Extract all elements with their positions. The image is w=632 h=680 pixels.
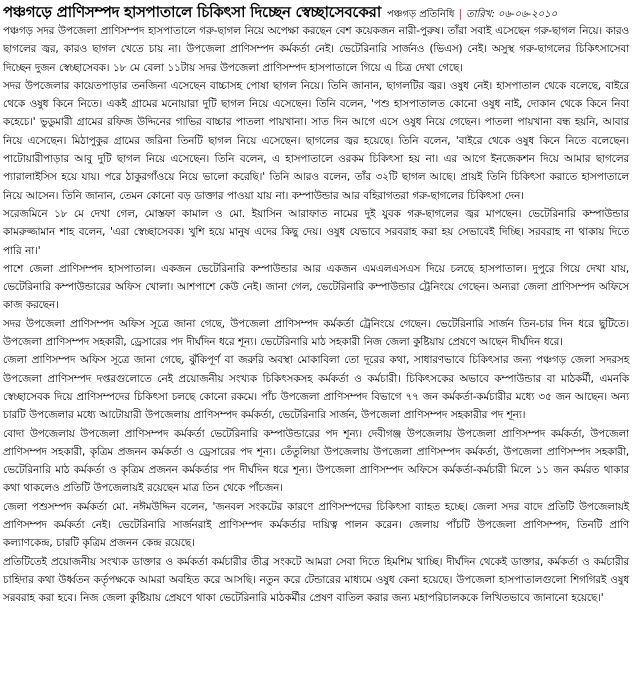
paragraph: প্রতিটিতেই প্রয়োজনীয় সংখ্যক ডাক্তার ও কর্মকর্তা কর্মচারীর তীব্র সংকটে আমরা সেবা দিতে হিমশিম খাচ্ছি। দীর্ঘদিন থেকেই ডাক্তার, কর্মকর্তা ও কর্মচারীর চাহিদার কথা উর্ধ্বতন কর্তৃপক্ষকে আমরা অবহিত করে আসছি। নতুন করে টেন্ডারের মাধ্যমে ওষুধ কেনা হয়েছে। উপজেলা হাসপাতালগুলো শিগগিরই ওষুধ সরবরাহ করা হবে। নিজ জেলা কুষ্টিয়ায় প্রেষণে থাকা ভেটেরিনারি মাঠকর্মীর প্রেষণ বাতিল করার জন্য মহাপরিচালককে লিখিতভাবে জানানো হয়েছে।' bbox=[3, 555, 629, 605]
paragraph: জেলা প্রাণিসম্পদ অফিস সূত্রে জানা গেছে, ঝুঁকিপূর্ণ বা জরুরি অবস্থা মোকাবিলা তো দূরের কথা, সাধারণভাবে চিকিৎসার জন্য পঞ্চগড় জেলা সদরসহ উপজেলা প্রাণিসম্পদ দপ্তরগুলোতে নেই প্রয়োজনীয় সংখ্যক চিকিৎসকসহ কর্মকর্তা ও কর্মচারী। চিকিৎসকের অভাবে কম্পাউন্ডার বা মাঠকর্মী, এমনকি স্বেচ্ছাসেবক দিয়ে প্রাণিসম্পদের চিকিৎসা চলছে কোনো রকমে। পাঁচ উপজেলা প্রাণিসম্পদ বিভাগে ৭৭ জন কর্মকর্তা-কর্মচারীর মধ্যে ৩৫ জন আছেন। অন্য চারটি উপজেলার মধ্যে আটোয়ারী উপজেলায় প্রাণিসম্পদ কর্মকর্তা, ভেটেরিনারি সার্জন, উপজেলা প্রাণিসম্পদ সহকারীর পদ শূন্য। bbox=[3, 354, 629, 422]
paragraph: সদর উপজেলার কায়েতপাড়ার তনজিনা এসেছেন বাচ্চাসহ পোষা ছাগল নিয়ে। তিনি জানান, ছাগলটির জ্বর। ওষুধ নেই। হাসপাতাল থেকে বলেছে, বাইরে থেকে ওষুধ কিনে নিতে। একই গ্রামের মনোয়ারা দুটি ছাগল নিয়ে এসেছেন। তিনি বলেন, 'পশু হাসপাতালত কোনো ওষুধ নাই, দোকান থেকে কিনে নিবা কহেচে।' ভুডুমারী গ্রামের রফিজ উদ্দিনের গাভির বাচ্চার পাতলা পায়খানা। সাত দিন আগে এসে ওষুধ নিয়ে গেছেন। পাতলা পায়খানা বন্ধ হয়নি, আবার নিয়ে এসেছেন। মিঠাপুকুর গ্রামের জরিনা তিনটি ছাগল নিয়ে এসেছেন। ছাগলের জ্বর হয়েছে। তিনি বলেন, 'বাইরে থেকে ওষুধ কিনে নিতে বলেছেন। পাটোয়ারীপাড়ার আবু দুটি ছাগল নিয়ে এসেছেন। তিনি বলেন, এ হাসপাতালে ওরকম চিকিৎসা হয় না। এর আগে ইনজেকশন দিয়ে আমার ছাগলের প্যারালাইসিস হয়ে যায়। পরে ঠাকুরগাঁওয়ে নিয়ে ভালো করেছি।' তিনি আরও বলেন, তাঁর ৩২টি ছাগল আছে। প্রায়ই তিনি চিকিৎসা করাতে হাসপাতালে নিয়ে আসেন। তিনি জানান, তেমন কোনো বড় ডাক্তার পাওয়া যায় না। কম্পাউন্ডার আর বহিরাগতরা গরু-ছাগলের চিকিৎসা দেন। bbox=[3, 79, 629, 202]
paragraph: বোদা উপজেলায় উপজেলা প্রাণিসম্পদ কর্মকর্তা ভেটেরিনারি কম্পাউন্ডারের পদ শূন্য। দেবীগঞ্জ উপজেলায় উপজেলা প্রাণিসম্পদ কর্মকর্তা, উপজেলা প্রাণিসম্পদ সহকারী, কৃত্রিম প্রজনন কর্মকর্তা ও ড্রেসারের পদ শূন্য। তেঁতুলিয়া উপজেলায় উপজেলা প্রাণিসম্পদ কর্মকর্তা, উপজেলা প্রাণিসম্পদ সহকারী, ভেটেরিনারি মাঠ কর্মকর্তা ও কৃত্রিম প্রজনন কর্মকর্তার পদ দীর্ঘদিন ধরে শূন্য। উপজেলা প্রাণিসম্পদ অফিসে কর্মকর্তা-কর্মচারী মিলে ১১ জন কর্মরত থাকার কথা থাকলেও প্রতিটি উপজেলায়ই রয়েছেন মাত্র তিন থেকে পাঁচজন। bbox=[3, 427, 629, 495]
date-value: ০৬-০৬-২০১০ bbox=[497, 9, 558, 20]
paragraph: পাশে জেলা প্রাণিসম্পদ হাসপাতাল। একজন ভেটেরিনারি কম্পাউন্ডার আর একজন এমএলএসএস দিয়ে চলছে হাসপাতাল। দুপুরে গিয়ে দেখা যায়, ভেটেরিনারি কম্পাউন্ডারের অফিস খোলা। আশপাশে কেউ নেই। জানা গেল, ভেটেরিনারি কম্পাউন্ডার ট্রেনিংয়ে গেছেন। অন্যরা জেলা প্রাণিসম্পদ অফিসে কাজ করছেন। bbox=[3, 262, 629, 312]
paragraph: পঞ্চগড় সদর উপজেলা প্রাণিসম্পদ হাসপাতালে গরু-ছাগল নিয়ে অপেক্ষা করছেন বেশ কয়েকজন নারী-পুরুষ। তাঁরা সবাই এসেছেন গরু-ছাগল নিয়ে। কারও ছাগলের জ্বর, কারও ছাগল খেতে চায় না। উপজেলা প্রাণিসম্পদ কর্মকর্তা নেই। ভেটেরিনারি সার্জনও (ভিএস) নেই। অসুস্থ গরু-ছাগলের চিকিৎসাসেবা দিচ্ছেন দুজন স্বেচ্ছাসেবক। ১৮ মে বেলা ১১টায় সদর উপজেলা প্রাণিসম্পদ হাসপাতালে গিয়ে এ চিত্র দেখা গেছে। bbox=[3, 25, 629, 74]
paragraph: সরেজমিনে ১৮ মে দেখা গেল, মোস্তফা কামাল ও মো. ইয়াসিন আরাফাত নামের দুই যুবক গরু-ছাগলের জ্বর মাপছেন। ভেটেরিনারি কম্পাউন্ডার কামরুজ্জামান শাহ বলেন, 'এরা স্বেচ্ছাসেবক। খুশি হয়ে মানুষ এদের কিছু দেয়। ওষুধ যেভাবে সরবরাহ করা হয় সেভাবেই দিচ্ছি। সরবরাহ না থাকায় দিতে পারি না।' bbox=[3, 207, 629, 257]
paragraph: জেলা পশুসম্পদ কর্মকর্তা মো. নঈমউদ্দিন বলেন, 'জনবল সংকটের কারণে প্রাণিসম্পদের চিকিৎসা ব্যাহত হচ্ছে। জেলা সদর বাদে প্রতিটি উপজেলায়ই প্রাণিসম্পদ কর্মকর্তা নেই। ভেটেরিনারি সার্জনরাই প্রাণিসম্পদ কর্মকর্তার দায়িত্ব পালন করেন। জেলায় পাঁচটি উপজেলা প্রাণিসম্পদ, তিনটি প্রাণি কল্যাণকেন্দ্র, চারটি কৃত্রিম প্রজনন কেন্দ্র রয়েছে। bbox=[3, 500, 629, 550]
header-separator: | bbox=[458, 7, 463, 20]
article-body bbox=[3, 22, 629, 608]
paragraph: সদর উপজেলা প্রাণিসম্পদ অফিস সূত্রে জানা গেছে, উপজেলা প্রাণিসম্পদ কর্মকর্তা ট্রেনিংয়ে গেছেন। ভেটেরিনারি সার্জন তিন-চার দিন ধরে ছুটিতে। উপজেলা প্রাণিসম্পদ সহকারী, ড্রেসারের পদ দীর্ঘদিন ধরে শূন্য। ভেটেরিনারি মাঠ সহকারী নিজ জেলা কুষ্টিয়ায় প্রেষণে আছেন দীর্ঘদিন ধরে। bbox=[3, 317, 629, 349]
article-header bbox=[3, 2, 629, 22]
byline: পঞ্চগড় প্রতিনিধি bbox=[386, 9, 455, 20]
headline: পঞ্চগড়ে প্রাণিসম্পদ হাসপাতালে চিকিৎসা দিচ্ছেন স্বেচ্ছাসেবকেরা bbox=[3, 3, 381, 21]
date-label: তারিখ: bbox=[466, 9, 495, 20]
